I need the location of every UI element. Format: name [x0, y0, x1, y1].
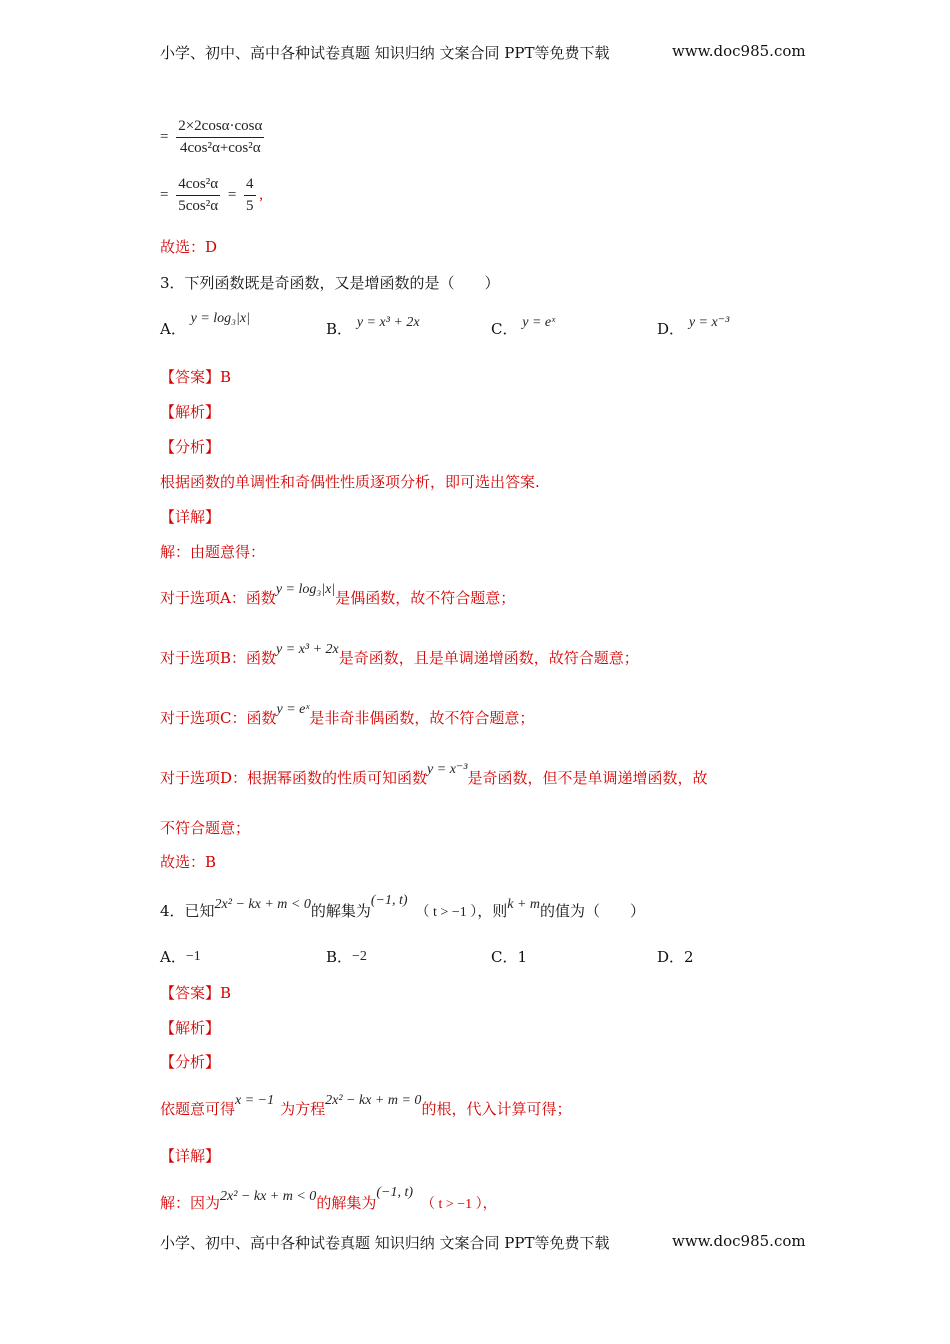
q4-detail-mid: 的解集为: [316, 1194, 377, 1212]
prev-eq2-denominator: 5cos²α: [178, 198, 219, 214]
q3-analysis-title: 【解析】: [160, 403, 221, 421]
q3-detail-intro: 解：由题意得：: [160, 543, 266, 561]
q4-option-d: [657, 946, 694, 967]
q4-option-b-label: B．: [326, 948, 353, 966]
q4-option-c-label: C．: [491, 948, 518, 966]
q3-choice: 故选：B: [160, 853, 217, 871]
q4-detail-inequality: 2x² − kx + m < 0: [220, 1189, 317, 1204]
q4-fenxi-text: [160, 1093, 572, 1119]
q4-stem: [160, 893, 646, 921]
q4-option-d-value: 2: [684, 948, 694, 966]
prev-choice: 故选：D: [160, 238, 218, 256]
q4-option-b-value: −2: [352, 949, 367, 964]
q4-detail-condition: （ t > −1 ），: [421, 1197, 497, 1212]
prev-eq2-result-denominator: 5: [246, 198, 254, 214]
q3-line-c-pre: 对于选项C：函数: [160, 709, 277, 727]
header-website-link[interactable]: www.doc985.com: [672, 42, 806, 60]
q4-option-c: [491, 946, 527, 967]
q4-option-b: [326, 946, 367, 967]
q3-stem: 3．下列函数既是奇函数，又是增函数的是（ ）: [160, 274, 500, 292]
q3-line-c-expr: y = eˣ: [276, 702, 310, 717]
header-left-text: 小学、初中、高中各种试卷真题 知识归纳 文案合同 PPT等免费下载: [160, 44, 610, 62]
q3-line-a-pre: 对于选项A：函数: [160, 589, 276, 607]
q4-fenxi-pre: 依题意可得: [160, 1100, 236, 1118]
prev-equation-2: = $\frac{\text{4cos²α}}{\text{5cos²α}}$ = $\frac{4}{5}$ ,: [160, 176, 264, 214]
prev-eq2-numerator: 4cos²α: [176, 176, 220, 196]
q3-option-b-expr: y = x³ + 2x: [356, 315, 420, 330]
q3-line-b-pre: 对于选项B：函数: [160, 649, 277, 667]
q3-answer: 【答案】B: [160, 368, 232, 386]
q4-stem-inequality: 2x² − kx + m < 0: [214, 897, 311, 912]
q3-line-d-pre: 对于选项D：根据幂函数的性质可知函数: [160, 769, 428, 787]
q4-stem-mid: 的解集为: [310, 902, 371, 920]
prev-eq1-numerator: 2×2cosα·cosα: [176, 118, 264, 138]
q3-line-d-post: 是奇函数，但不是单调递增函数，故: [467, 769, 708, 787]
q3-line-b-expr: y = x³ + 2x: [276, 642, 339, 657]
footer-left-text: 小学、初中、高中各种试卷真题 知识归纳 文案合同 PPT等免费下载: [160, 1234, 610, 1252]
q3-line-a: [160, 582, 516, 608]
q3-fenxi-text: 根据函数的单调性和奇偶性性质逐项分析，即可选出答案.: [160, 473, 540, 491]
q4-fenxi-equation: 2x² − kx + m = 0: [325, 1093, 422, 1108]
q4-option-d-label: D．: [657, 948, 685, 966]
q4-option-a: [160, 946, 201, 967]
q4-fenxi-post: 的根，代入计算可得；: [421, 1100, 572, 1118]
footer-website-link[interactable]: www.doc985.com: [672, 1232, 806, 1250]
q3-line-a-post: 是偶函数，故不符合题意；: [335, 589, 516, 607]
q3-option-a: [160, 311, 250, 339]
prev-eq2-result-numerator: 4: [244, 176, 256, 196]
q3-fenxi-title: 【分析】: [160, 438, 221, 456]
q4-option-c-value: 1: [517, 948, 528, 966]
q4-stem-k-plus-m: k + m: [507, 897, 541, 912]
q4-stem-pre: 4．已知: [160, 902, 215, 920]
prev-eq1-denominator: 4cos²α+cos²α: [179, 140, 261, 156]
q4-detail-pre: 解：因为: [160, 1194, 221, 1212]
q4-stem-then: ，则: [477, 902, 508, 920]
q4-fenxi-x: x = −1: [235, 1093, 275, 1108]
q3-option-d-expr: y = x⁻³: [688, 315, 730, 330]
q3-option-b: [326, 315, 420, 339]
q3-option-c-expr: y = eˣ: [522, 315, 556, 330]
q3-option-b-label: B．: [326, 320, 353, 338]
q4-analysis-title: 【解析】: [160, 1019, 221, 1037]
q3-line-b: [160, 642, 639, 668]
q4-detail-interval: (−1, t): [376, 1185, 413, 1200]
q4-option-a-value: −1: [185, 949, 201, 964]
q4-fenxi-mid: 为方程: [280, 1100, 326, 1118]
q4-fenxi-title: 【分析】: [160, 1053, 221, 1071]
q3-line-c-post: 是非奇非偶函数，故不符合题意；: [309, 709, 535, 727]
q4-stem-interval: (−1, t): [370, 893, 408, 908]
q3-option-d: [657, 315, 730, 339]
q3-option-d-label: D．: [657, 320, 685, 338]
q3-line-c: [160, 702, 535, 728]
q3-detail-title: 【详解】: [160, 508, 221, 526]
q4-option-a-label: A．: [160, 948, 186, 966]
q4-stem-post: 的值为（ ）: [540, 902, 646, 920]
q3-option-c: [491, 315, 556, 339]
q3-line-b-post: 是奇函数，且是单调递增函数，故符合题意；: [338, 649, 639, 667]
q3-line-d: [160, 762, 708, 788]
q3-line-d-expr: y = x⁻³: [427, 762, 468, 777]
q4-detail-title: 【详解】: [160, 1147, 221, 1165]
q4-stem-condition: （ t > −1 ）: [415, 905, 478, 920]
q4-answer: 【答案】B: [160, 984, 232, 1002]
q3-option-a-label: A．: [160, 320, 186, 338]
q3-option-c-label: C．: [491, 320, 518, 338]
q3-line-a-expr: y = log₃|x|: [275, 582, 336, 597]
q4-detail-line: [160, 1185, 497, 1213]
q3-option-a-expr: y = log₃|x|: [190, 311, 250, 326]
prev-equation-1: = $\frac{2\times 2\cos\alpha\cdot\cos\alpha}{\text{4cos²α+cos²α}}$: [160, 118, 263, 156]
q3-line-d-cont: 不符合题意；: [160, 819, 251, 837]
